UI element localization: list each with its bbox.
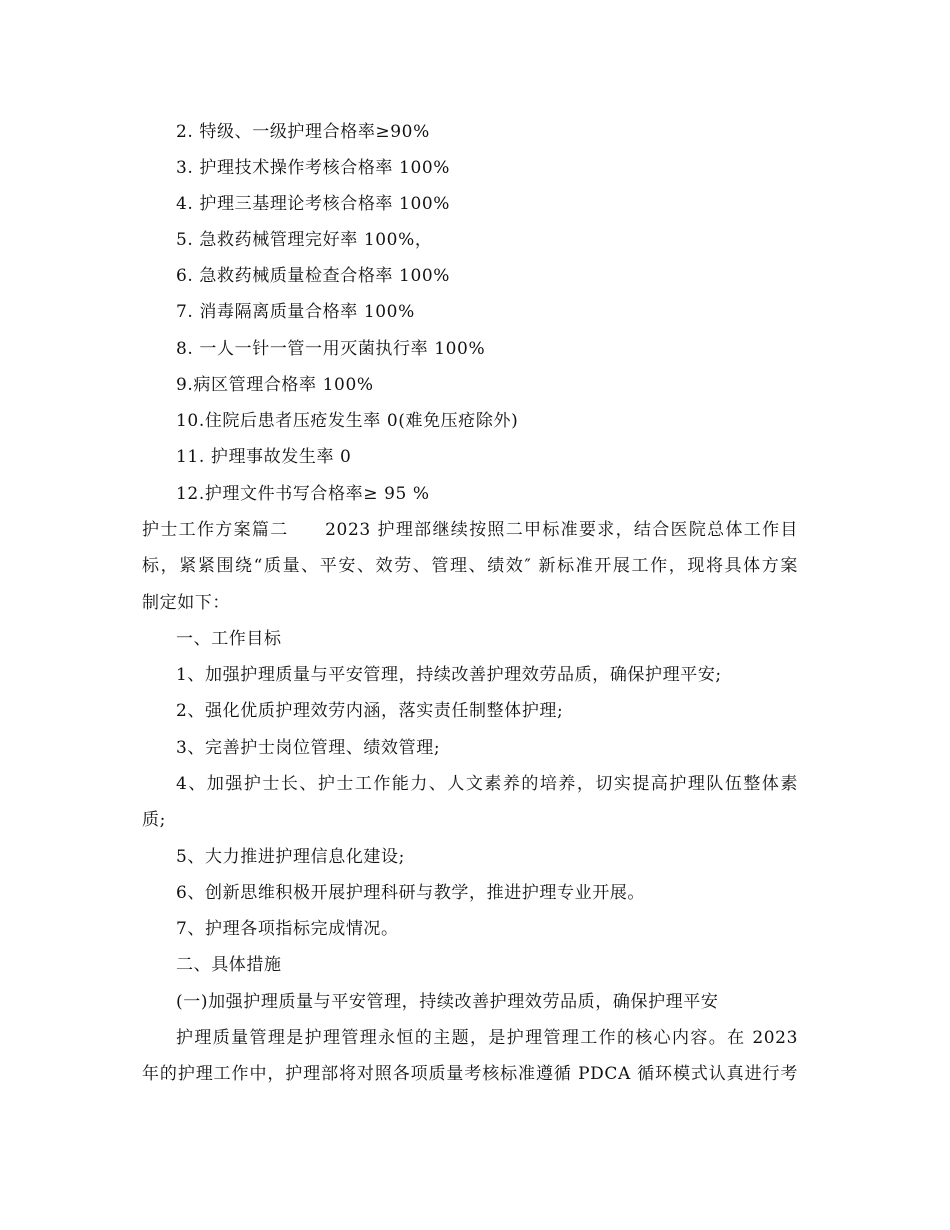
goal-item-1: 1、加强护理质量与平安管理，持续改善护理效劳品质，确保护理平安; [176,665,722,685]
target-item-9: 9.病区管理合格率 100% [176,375,374,395]
goal-item-2: 2、强化优质护理效劳内涵，落实责任制整体护理; [176,701,564,721]
target-item-10: 10.住院后患者压疮发生率 0(难免压疮除外) [176,411,519,431]
target-item-11: 11. 护理事故发生率 0 [176,447,352,467]
intro-line-3: 制定如下： [142,593,230,613]
intro-line-1: 护士工作方案篇二 2023 护理部继续按照二甲标准要求，结合医院总体工作目 [142,520,798,540]
goal-item-7: 7、护理各项指标完成情况。 [176,919,399,939]
goal-item-6: 6、创新思维积极开展护理科研与教学，推进护理专业开展。 [176,883,646,903]
target-item-6: 6. 急救药械质量检查合格率 100% [176,266,451,286]
goal-item-5: 5、大力推进护理信息化建设; [176,847,405,867]
target-item-2: 2. 特级、一级护理合格率≥90% [176,122,430,142]
goal-item-4-line-1: 4、加强护士长、护士工作能力、人文素养的培养，切实提高护理队伍整体素 [176,774,798,794]
target-item-8: 8. 一人一针一管一用灭菌执行率 100% [176,339,486,359]
goal-item-3: 3、完善护士岗位管理、绩效管理; [176,738,441,758]
measure-subheading-1: (一)加强护理质量与平安管理，持续改善护理效劳品质，确保护理平安 [176,992,719,1012]
goal-item-4-line-2: 质; [142,810,166,830]
target-item-12: 12.护理文件书写合格率≥ 95 % [176,484,430,504]
target-item-7: 7. 消毒隔离质量合格率 100% [176,302,415,322]
intro-line-2: 标，紧紧围绕“质量、平安、效劳、管理、绩效″ 新标准开展工作，现将具体方案 [142,556,798,576]
section-heading-measures: 二、具体措施 [176,955,282,975]
target-item-3: 3. 护理技术操作考核合格率 100% [176,158,451,178]
measure-paragraph-line-2: 年的护理工作中，护理部将对照各项质量考核标准遵循 PDCA 循环模式认真进行考 [142,1064,798,1084]
target-item-4: 4. 护理三基理论考核合格率 100% [176,194,451,214]
section-heading-goals: 一、工作目标 [176,629,282,649]
measure-paragraph-line-1: 护理质量管理是护理管理永恒的主题，是护理管理工作的核心内容。在 2023 [176,1028,798,1048]
target-item-5: 5. 急救药械管理完好率 100%， [176,230,433,250]
